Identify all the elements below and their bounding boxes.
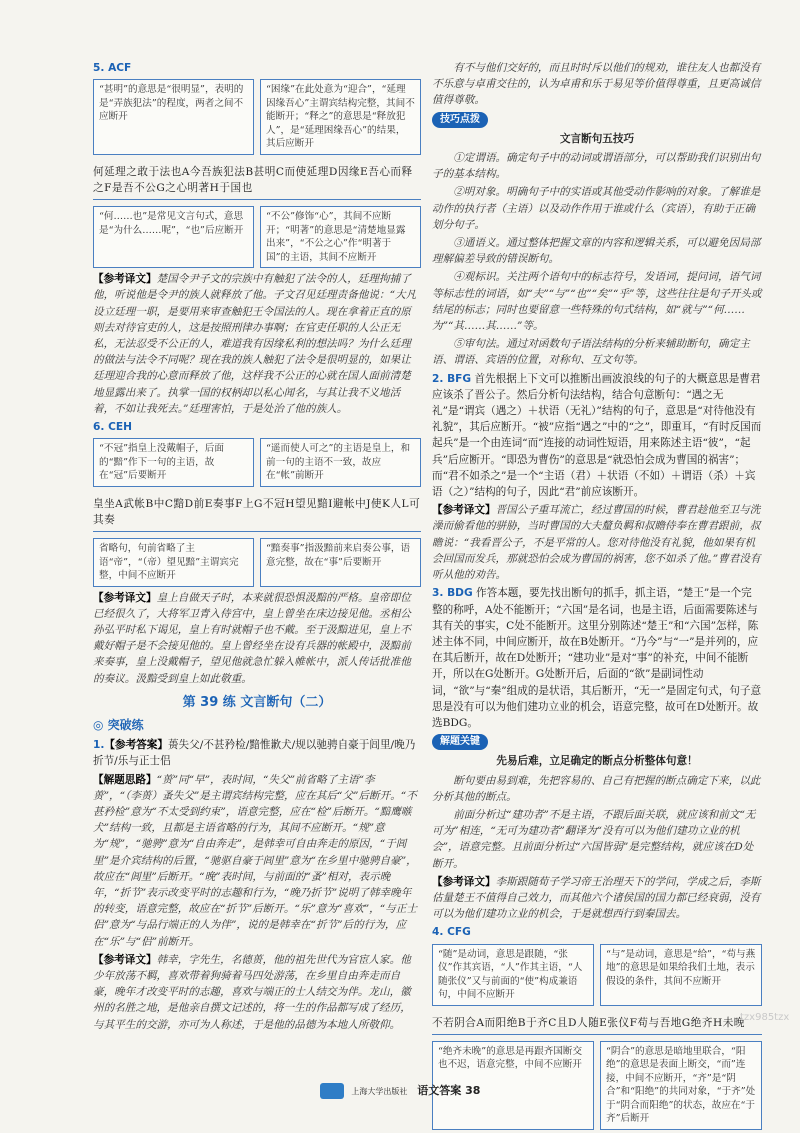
- ref-text: 李斯跟随荀子学习帝王治理天下的学问，学成之后，李斯估量楚王不值得自己效力，而其他六个诸侯国的国力都已经衰弱，没有可以为他们建功立业的机会，于是就想西行到秦国去。: [432, 875, 761, 921]
- q6-note-box: “不冠”指皇上没戴帽子，后面的“黯”作下一句的主语，故在“冠”后要断开: [93, 438, 254, 487]
- q5-translation: [93, 271, 421, 417]
- q1-translation: [93, 952, 421, 1033]
- q5-note-box: “困缘”在此处意为“迎合”，“延理因缘吾心”主谓宾结构完整，其间不能断开；“释之”的意思是“释放犯人”，是“延理困缘吾心”的结果，其后应断开: [260, 79, 421, 155]
- key-header: [432, 733, 762, 750]
- q3-answer: [432, 585, 762, 731]
- q4-note-box: “阴合”的意思是暗地里联合，“阳绝”的意思是表面上断交，“而”连接，中间不应断开，“齐”是“阴合”和“阳绝”的共同对象，“于齐”处于“阴合而阳绝”的状态，故应在“于齐”后断开: [600, 1041, 762, 1130]
- page-footer: [0, 1082, 800, 1099]
- q3-number: 3. BDG: [432, 587, 473, 600]
- q4-note-box: “随”是动词，意思是跟随，“张仪”作其宾语，“人”作其主语，“人随张仪”又与前面的“使”构成兼语句，中间不应断开: [432, 944, 594, 1006]
- q5-bottom-boxes: [93, 203, 421, 271]
- q6-sentence: 皇坐A武帐B中C黯D前E奏事F上G不冠H望见黯I避帐中J使K人L可其奏: [93, 493, 421, 532]
- q5-answer: 5. ACF: [93, 62, 132, 74]
- ref-label: 【参考译文】: [93, 591, 157, 604]
- q2-explanation: 首先根据上下文可以推断出画波浪线的句子的大概意思是曹君应该杀了晋公子。然后分析句法结构，结合句意断句：“遇之无礼”是“谓宾（遇之）＋状语（无礼）”结构的句子，意思是“对待他没有礼貌”，其后应断开。“被”应指“遇之”中的“之”，即重耳，“有时反国而起兵”是一个由连词“而”连接的动词性短语，用来陈述主语“彼”，“起兵”后应断开。“即恐为曹伤”的意思是“就恐怕会成为曹国的祸害”；而“君不如杀之”是一个“主语（君）＋状语（不如）＋谓语（杀）＋宾语（之）”结构的句子，因此“君”前应该断开。: [432, 372, 762, 499]
- key-text: 前面分析过“建功者”不是主语，不跟后面关联，就应该和前文“无可为”相连，“无可为建功者”翻译为“没有可以为他们建功立业的机会”，语意完整。且前面分析过“六国皆弱”是完整结构，就应该在D处断开。: [432, 808, 756, 870]
- thinking-text: “蒉”同“早”，表时间，“失父”前省略了主语“李蒉”，“（李蒉）蚤失父”是主谓宾结构完整，应在其后“父”后断开。“不甚矜检”意为“不太受到约束”，语意完整，应在“检”后断开。“黯鹰嗾犬”结构一致，且都是主语省略的行为，其间不应断开。“规”意为“规”，“驰骋”意为“自由奔走”，是韩幸可自由奔走的原因，“于闾里”是介宾结构的后置，“驰驱自豪于闾里”意为“在乡里中驰骋自豪”，故应在“闾里”后断开。“晚”表时间，与前面的“蚤”相对，表示晚年，“折节”表示改变平时的志趣和行为，“晚乃折节”说明了韩幸晚年的转变，语意完整，故应在“折节”后断开。“乐”意为“喜欢”，“与正士侣”意为“与品行端正的人为伴”，说的是韩幸在“折节”后的行为，应在“乐”与“侣”前断开。: [93, 773, 417, 948]
- q2-number: 2. BFG: [432, 372, 472, 385]
- ref-label: 【参考译文】: [432, 504, 496, 517]
- tip-item: ⑤审句法。通过对函数句子语法结构的分析来辅助断句，确定主语、谓语、宾语的位置，对称句、互文句等。: [432, 338, 750, 367]
- key-badge: 解题关键: [432, 734, 488, 750]
- key-title: 先易后难，立足确定的断点分析整体句意！: [496, 755, 698, 768]
- key-text: 断句要由易到难，先把容易的、自己有把握的断点确定下来，以此分析其他的断点。: [432, 774, 761, 803]
- tip-item: ①定谓语。确定句子中的动词或谓语部分，可以帮助我们识别出句子的基本结构。: [432, 152, 761, 181]
- q2-answer: [432, 371, 762, 501]
- publisher-logo-icon: [320, 1083, 344, 1099]
- q2-translation: [432, 502, 762, 583]
- prev-translation-tail: 有不与他们交好的，而且时时斥以他们的规劝，谁往友人也都没有不乐意与卓甫交往的，认为卓甫和乐于易见等价值得尊重，且更高诚信值得尊敬。: [432, 62, 761, 107]
- q4-answer: 4. CFG: [432, 926, 471, 939]
- q3-explanation: 作答本题，要先找出断句的抓手，抓主语，“楚王”是一个完整的称呼，A处不能断开；“六国”是名词，也是主语，后面需要陈述与其有关的事实，C处不能断开。这里分别陈述“楚王”和“六国”怎样，陈述主体不同，中间应断开，故在B处断开。“乃今”与“一”是并列的，应在其后断开，故在D处断开；“建功业”是对“事”的补充，中间不能断开，所以在G处断开。G处断开后，后面的“欲”是副词性动词，“欲”与“秦”组成的是状语，其后断开，“无一”是固定句式，句子意思是没有可以为他们建功立业的机会，语意完整，故可在D处断开。故选BDG。: [432, 587, 762, 729]
- tip-item: ③通语义。通过整体把握文章的内容和逻辑关系，可以避免因局部理解偏差导致的错误断句。: [432, 237, 761, 266]
- right-column: [432, 60, 762, 1133]
- watermark: tzx985tzx: [740, 1012, 790, 1023]
- ref-text: 韩幸，字先生，名德蒉，他的祖先世代为官宦人家。他少年放荡不羁，喜欢带着狗骑着马四处游荡，在乡里自由奔走而自豪，晚年才改变平时的志趣，喜欢与端正的士人结交为伴。龙山，徽州的名胜之地，是他亲自撰文记述的，将一生的作品都写成了经历，与其平生的交游，亦可为人称述，于是他的品德为本地人所敬仰。: [93, 953, 411, 1031]
- publisher-name: 上海大学出版社: [351, 1087, 408, 1096]
- tips-badge: 技巧点拨: [432, 112, 488, 128]
- q6-note-box: “黯奏事”指汲黯前来启奏公事，语意完整，故在“事”后要断开: [260, 538, 421, 587]
- ref-label: 【参考译文】: [93, 273, 157, 286]
- q6-note-box: 省略句，句前省略了主语“帝”，“（帝）望见黯”主谓宾完整，中间不应断开: [93, 538, 254, 587]
- q5-note-box: “不公”修饰“心”，其间不应断开；“明著”的意思是“清楚地显露出来”，“不公之心”作“明著于国”的主语，其间不应断开: [260, 206, 421, 268]
- q5-top-boxes: [93, 76, 421, 158]
- tip-item: ②明对象。明确句子中的实语或其他受动作影响的对象。了解谁是动作的执行者（主语）以及动作作用于谁或什么（宾语），有助于正确划分句子。: [432, 186, 761, 231]
- q6-top-boxes: [93, 435, 421, 490]
- q4-sentence: 不若阴合A而阳绝B于齐C且D人随E张仪F苟与吾地G绝齐H未晚: [432, 1012, 762, 1035]
- q6-translation: [93, 590, 421, 687]
- tip-item: ④观标识。关注两个语句中的标志符号，发语词，提问词，语气词等标志性的词语，如“夫”“与”“也”“矣”“乎”等，这些往往是句子开头或结尾的标志；同时也要留意一些特殊的句式结构，如“就与”“何……为”“其……其……”等。: [432, 271, 762, 333]
- ref-text: 楚国令尹子文的宗族中有触犯了法令的人，廷理拘捕了他，听说他是令尹的族人就释放了他。子文召见廷理责备他说：“大凡设立廷理一职，是要用来审查触犯王令国法的人。现在拿着正直的原则去对待官吏的人，这是按照刑律办事啊；在官吏任职的人公正无私，无法忍受不公正的人，难道我有因缘私利的想法吗？为什么廷理的做法与法令不同呢？现在我的族人触犯了法令是很明显的，如果让廷理迎合我的心意而释放了他，这样我不公正的心就在国人面前清楚地显露出来了。执掌一国的权柄却以私心闻名，与其让我不义地活着，不如让我死去。”廷理害怕，于是处治了他的族人。: [93, 273, 417, 415]
- ref-label: 【参考译文】: [432, 875, 496, 888]
- q4-note-box: “绝齐未晚”的意思是再跟齐国断交也不迟，语意完整，中间不应断开: [432, 1041, 594, 1130]
- lesson-title: 第 39 练 文言断句（二）: [182, 694, 332, 710]
- q1-answer: [93, 737, 421, 769]
- tips-header: [432, 111, 762, 128]
- section-heading: ◎ 突破练: [93, 717, 144, 732]
- thinking-label: 【解题思路】: [93, 773, 157, 786]
- q5-note-box: “何……也”是常见文言句式，意思是“为什么……呢”，“也”后应断开: [93, 206, 254, 268]
- ref-text: 皇上自做天子时，本来就很恐惧汲黯的严格。皇帝即位已经很久了，大将军卫青入侍宫中，皇上曾坐在床边接见他。丞相公孙弘平时私下谒见，皇上有时就帽子也不戴。至于汲黯进见，皇上不戴好帽子是不会接见他的。皇上曾经坐在设有兵器的帐殿中，汲黯前来奏事，皇上没戴帽子，望见他就急忙躲入帷帐中，派人传话批准他的奏议。汲黯受到皇上如此敬重。: [93, 591, 411, 685]
- q4-top-boxes: [432, 941, 762, 1009]
- answer-label: 【参考答案】: [104, 739, 168, 752]
- q1-thinking: [93, 772, 421, 950]
- q5-note-box: “甚明”的意思是“很明显”，表明的是“弄族犯法”的程度，两者之间不应断开: [93, 79, 254, 155]
- ref-label: 【参考译文】: [93, 953, 157, 966]
- q1-number: 1.: [93, 739, 105, 752]
- page-label: 语文答案 38: [417, 1084, 481, 1097]
- tips-title: 文言断句五技巧: [559, 132, 635, 145]
- left-column: [93, 60, 421, 1035]
- q4-note-box: “与”是动词，意思是“给”，“苟与燕地”的意思是如果给我们土地，表示假设的条件，其间不应断开: [600, 944, 762, 1006]
- ref-text: 晋国公子重耳流亡，经过曹国的时候，曹君趁他至卫与洗澡而偷看他的骈胁，当时曹国的大夫釐负羁和叔瞻侍奉在曹君跟前，叔瞻说：“我看晋公子，不是平常的人。您对待他没有礼貌，他如果有机会回国而发兵，那就恐怕会成为曹国的祸害，您不如杀了他。”曹君没有听从他的劝告。: [432, 504, 761, 582]
- q3-translation: [432, 874, 762, 923]
- q5-sentence: 何延理之敢于法也A今吾族犯法B甚明C而使延理D因缘E吾心而释之F是吾不公G之心明著H于国也: [93, 161, 421, 200]
- answer-text: 蒉失父/不甚矜检/黯惟歉犬/规以驰骋自豪于闾里/晚乃折节/乐与正士侣: [93, 739, 416, 768]
- section-label: 突破练: [107, 717, 144, 732]
- q6-note-box: “遥而使人可之”的主语是皇上，和前一句的主语不一致，故应在“帐”前断开: [260, 438, 421, 487]
- q6-bottom-boxes: [93, 535, 421, 590]
- q6-answer: 6. CEH: [93, 420, 132, 433]
